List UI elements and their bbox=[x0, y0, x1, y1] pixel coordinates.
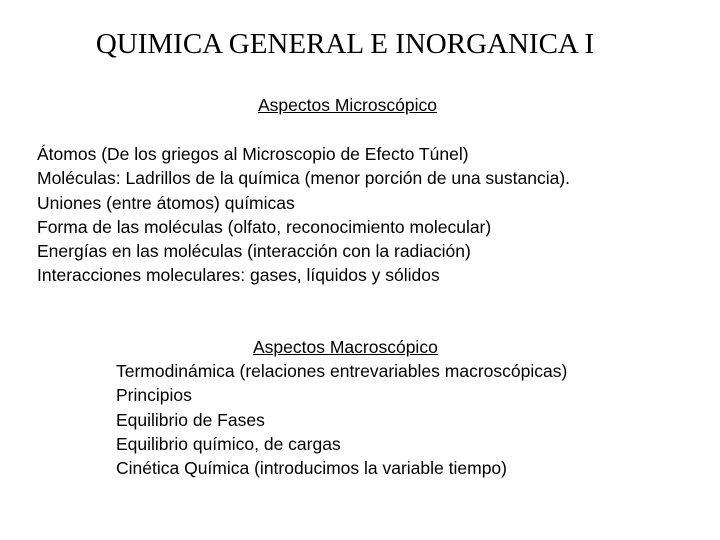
macro-heading bbox=[37, 337, 438, 358]
macro-item: Principios bbox=[116, 385, 192, 406]
micro-item: Interacciones moleculares: gases, líquidos y sólidos bbox=[37, 265, 440, 286]
micro-item: Uniones (entre átomos) químicas bbox=[37, 192, 295, 213]
micro-heading: Aspectos Microscópico bbox=[258, 95, 437, 115]
macro-item: Equilibrio químico, de cargas bbox=[116, 433, 341, 454]
macro-item: Termodinámica (relaciones entrevariables macroscópicas) bbox=[116, 361, 568, 381]
macro-list bbox=[116, 359, 567, 480]
micro-item: Átomos (De los griegos al Microscopio de Efecto Túnel) bbox=[37, 144, 469, 164]
macro-item: Equilibrio de Fases bbox=[116, 409, 265, 430]
micro-item: Moléculas: Ladrillos de la química (menor porción de una sustancia). bbox=[37, 168, 571, 189]
micro-item: Forma de las moléculas (olfato, reconocimiento molecular) bbox=[37, 216, 492, 237]
macro-heading-text: Aspectos Macroscópico bbox=[253, 337, 438, 357]
macro-item: Cinética Química (introducimos la variable tiempo) bbox=[116, 458, 507, 479]
micro-item: Energías en las moléculas (interacción con la radiación) bbox=[37, 241, 471, 262]
slide-title: QUIMICA GENERAL E INORGANICA I bbox=[95, 28, 595, 60]
micro-list bbox=[37, 142, 570, 288]
